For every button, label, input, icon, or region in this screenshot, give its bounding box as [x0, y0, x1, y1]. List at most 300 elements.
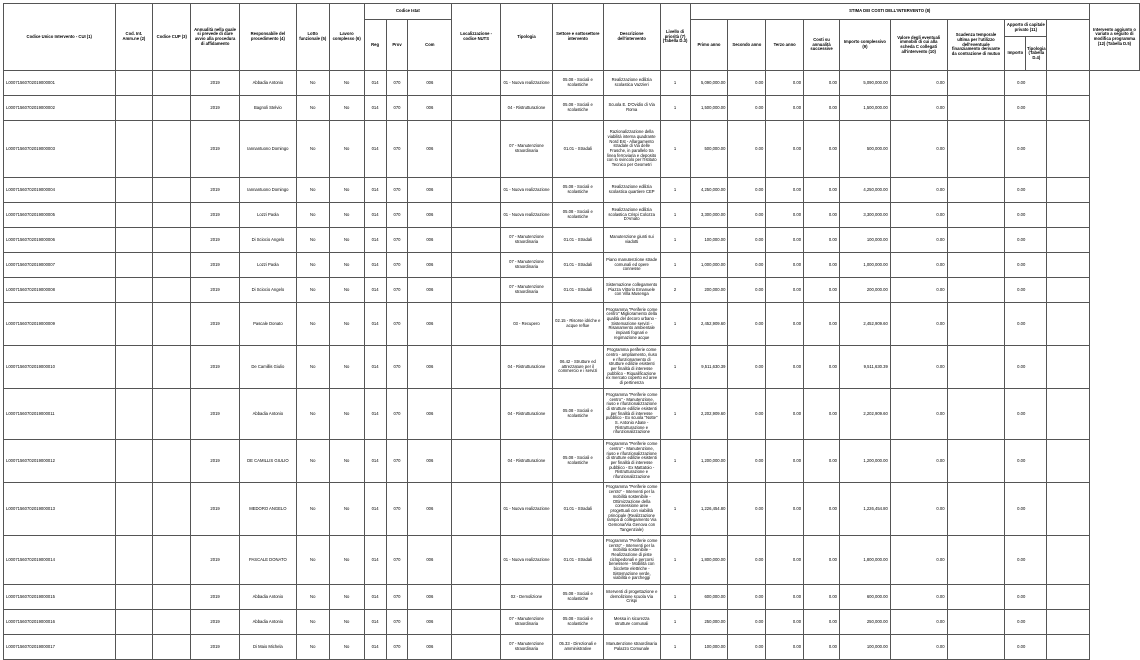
header-tipologia-d4: Tipologia (Tabella D.4) — [1027, 45, 1046, 61]
cell-apporto-importo: 0.00 — [1017, 286, 1026, 292]
header-cod-int-amm: Cod. Int. Amm.ne (2) — [115, 4, 153, 71]
table-row — [4, 178, 1140, 203]
table-row — [4, 96, 1140, 121]
cell-primo-anno: 1,000,000.00 — [690, 253, 728, 278]
table-row — [4, 228, 1140, 253]
cell-cui: L00071560702019000007 — [4, 253, 116, 278]
cell-prov: 070 — [386, 71, 408, 96]
cell-intervento-aggiunto — [1047, 203, 1090, 228]
cell-annualita: 2019 — [191, 536, 240, 585]
header-annualita: Annualità nella quale si prevede di dare avvio alla procedura di affidamento — [191, 4, 240, 71]
cell-settore: 05.08 - Sociali e scolastiche — [552, 71, 603, 96]
cell-intervento-aggiunto — [1047, 228, 1090, 253]
cell-valore-immobili: 0.00 — [890, 121, 947, 178]
cell-importo-complessivo: 4,250,000.00 — [840, 178, 891, 203]
cell-cup — [153, 96, 191, 121]
cell-reg: 014 — [364, 389, 386, 440]
cell-costi-successive: 0.00 — [804, 536, 840, 585]
cell-importo-complessivo: 200,000.00 — [840, 278, 891, 303]
cell-prov: 070 — [386, 389, 408, 440]
cell-tipologia: 04 - Ristrutturazione — [501, 346, 553, 389]
cell-lavoro: No — [329, 585, 364, 610]
cell-lotto: No — [296, 303, 329, 346]
cell-scadenza — [947, 635, 1005, 660]
cell-primo-anno: 250,000.00 — [690, 610, 728, 635]
cell-livello: 1 — [660, 440, 690, 483]
cell-secondo-anno: 0.00 — [728, 536, 766, 585]
cell-reg: 014 — [364, 121, 386, 178]
cell-cup — [153, 483, 191, 536]
cell-cui: L00071560702019000001 — [4, 71, 116, 96]
cell-valore-immobili: 0.00 — [890, 440, 947, 483]
header-descrizione: Descrizione dell'intervento — [603, 4, 660, 71]
cell-terzo-anno: 0.00 — [766, 203, 804, 228]
table-row — [4, 635, 1140, 660]
cell-descrizione: Programma "Periferie come centro" - Interventi per la mobilità sostenibile - Ottimizzazione della connessione aree progettuali con viabilità principale (Realizzazione rampa di collegamento Via Gemona/Via Genova con Tangenziale) — [603, 483, 660, 536]
cell-terzo-anno: 0.00 — [766, 253, 804, 278]
cell-intervento-aggiunto — [1047, 440, 1090, 483]
cell-com: 006 — [408, 253, 452, 278]
cell-costi-successive: 0.00 — [804, 389, 840, 440]
cell-valore-immobili: 0.00 — [890, 178, 947, 203]
cell-reg: 014 — [364, 483, 386, 536]
cell-prov: 070 — [386, 178, 408, 203]
cell-importo-complessivo: 250,000.00 — [840, 610, 891, 635]
cell-descrizione: Messa in sicurezza strutture comunali — [603, 610, 660, 635]
cell-responsabile: Di Sciocio Angelo — [239, 278, 296, 303]
cell-cod-int — [115, 71, 153, 96]
cell-prov: 070 — [386, 440, 408, 483]
cell-reg: 014 — [364, 278, 386, 303]
cell-apporto-importo: 0.00 — [1017, 261, 1026, 267]
cell-descrizione: Manutenzione straordinaria Palazzo Comunale — [603, 635, 660, 660]
cell-intervento-aggiunto — [1047, 178, 1090, 203]
cell-livello: 1 — [660, 389, 690, 440]
cell-settore: 05.33 - Direzionali e amministrative — [552, 635, 603, 660]
cell-lotto: No — [296, 203, 329, 228]
cell-tipologia: 07 - Manutenzione straordinaria — [501, 253, 553, 278]
cell-costi-successive: 0.00 — [804, 483, 840, 536]
cell-livello: 1 — [660, 178, 690, 203]
cell-secondo-anno: 0.00 — [728, 71, 766, 96]
cell-scadenza — [947, 536, 1005, 585]
cell-settore: 06.42 - Strutture ed attrezzature per il commercio e i servizi — [552, 346, 603, 389]
cell-terzo-anno: 0.00 — [766, 228, 804, 253]
cell-cod-int — [115, 346, 153, 389]
cell-livello: 1 — [660, 303, 690, 346]
cell-lavoro: No — [329, 303, 364, 346]
cell-cup — [153, 635, 191, 660]
cell-tipologia: 01 - Nuova realizzazione — [501, 203, 553, 228]
cell-descrizione: Programma "Periferie come centro" - Manutenzione, riuso e rifunzionalizzazione di strutture edilizie esistenti per finalità di interesse pubblico - Ex Mattatoio - Ristrutturazione e rifunzionalizzazione — [603, 440, 660, 483]
cell-costi-successive: 0.00 — [804, 440, 840, 483]
cell-secondo-anno: 0.00 — [728, 96, 766, 121]
cell-terzo-anno: 0.00 — [766, 610, 804, 635]
cell-reg: 014 — [364, 346, 386, 389]
cell-primo-anno: 2,202,909.60 — [690, 389, 728, 440]
cell-com: 006 — [408, 389, 452, 440]
cell-scadenza — [947, 483, 1005, 536]
cell-cod-int — [115, 96, 153, 121]
cell-annualita: 2019 — [191, 440, 240, 483]
cell-lotto: No — [296, 635, 329, 660]
cell-primo-anno: 9,511,630.39 — [690, 346, 728, 389]
cell-responsabile: Pascale Donato — [239, 303, 296, 346]
cell-com: 006 — [408, 278, 452, 303]
table-row — [4, 346, 1140, 389]
cell-intervento-aggiunto — [1047, 278, 1090, 303]
cell-primo-anno: 2,452,909.60 — [690, 303, 728, 346]
cell-settore: 05.08 - Sociali e scolastiche — [552, 96, 603, 121]
cell-lavoro: No — [329, 121, 364, 178]
cell-nuts — [452, 278, 501, 303]
cell-lavoro: No — [329, 228, 364, 253]
cell-tipologia: 03 - Recupero — [501, 303, 553, 346]
cell-prov: 070 — [386, 483, 408, 536]
cell-responsabile: Abbadia Antonio — [239, 71, 296, 96]
cell-cup — [153, 178, 191, 203]
cell-tipologia: 01 - Nuova realizzazione — [501, 536, 553, 585]
cell-primo-anno: 1,500,000.00 — [690, 96, 728, 121]
cell-valore-immobili: 0.00 — [890, 346, 947, 389]
cell-prov: 070 — [386, 536, 408, 585]
cell-primo-anno: 1,200,000.00 — [690, 440, 728, 483]
header-primo-anno: Primo anno — [690, 20, 728, 71]
cell-apporto — [1005, 635, 1047, 660]
cell-apporto-importo: 0.00 — [1017, 410, 1026, 416]
cell-scadenza — [947, 121, 1005, 178]
cell-cod-int — [115, 635, 153, 660]
cell-scadenza — [947, 96, 1005, 121]
cell-cod-int — [115, 303, 153, 346]
cell-apporto — [1005, 278, 1047, 303]
cell-intervento-aggiunto — [1047, 585, 1090, 610]
cell-secondo-anno: 0.00 — [728, 635, 766, 660]
cell-apporto — [1005, 121, 1047, 178]
cell-cod-int — [115, 178, 153, 203]
cell-cup — [153, 585, 191, 610]
cell-intervento-aggiunto — [1047, 71, 1090, 96]
cell-secondo-anno: 0.00 — [728, 346, 766, 389]
cell-livello: 1 — [660, 536, 690, 585]
cell-settore: 01.01 - Stradali — [552, 253, 603, 278]
cell-primo-anno: 100,000.00 — [690, 228, 728, 253]
cell-secondo-anno: 0.00 — [728, 178, 766, 203]
header-lotto: Lotto funzionale (5) — [296, 4, 329, 71]
interventions-table — [3, 3, 1140, 660]
cell-livello: 1 — [660, 635, 690, 660]
cell-com: 006 — [408, 71, 452, 96]
cell-responsabile: MEDORO ANGELO — [239, 483, 296, 536]
cell-annualita: 2019 — [191, 610, 240, 635]
cell-apporto — [1005, 71, 1047, 96]
cell-descrizione: Razionalizzazione della viabilità interna quadrante Nord Est - Allargamento stradale di Via delle Frasche, in parallelo tra linea ferroviaria e deposito con lo svincolo per l'Istituto Tecnico per Geometri — [603, 121, 660, 178]
cell-costi-successive: 0.00 — [804, 228, 840, 253]
cell-nuts — [452, 203, 501, 228]
cell-lavoro: No — [329, 278, 364, 303]
cell-responsabile: De Camillis Giulio — [239, 346, 296, 389]
cell-lavoro: No — [329, 253, 364, 278]
header-scadenza: Scadenza temporale ultima per l'utilizzo dell'eventuale finanziamento derivante da contrazione di mutuo — [947, 20, 1005, 71]
cell-cod-int — [115, 203, 153, 228]
table-row — [4, 203, 1140, 228]
header-secondo-anno: Secondo anno — [728, 20, 766, 71]
cell-responsabile: Bagnoli Stelvio — [239, 96, 296, 121]
cell-reg: 014 — [364, 71, 386, 96]
cell-apporto-importo: 0.00 — [1017, 236, 1026, 242]
cell-responsabile: Di Maio Michela — [239, 635, 296, 660]
cell-settore: 01.01 - Stradali — [552, 483, 603, 536]
cell-lotto: No — [296, 610, 329, 635]
cell-scadenza — [947, 71, 1005, 96]
cell-annualita: 2019 — [191, 71, 240, 96]
cell-cui: L00071560702019000004 — [4, 178, 116, 203]
cell-apporto — [1005, 303, 1047, 346]
cell-tipologia: 01 - Nuova realizzazione — [501, 483, 553, 536]
cell-cod-int — [115, 610, 153, 635]
cell-livello: 1 — [660, 253, 690, 278]
cell-costi-successive: 0.00 — [804, 346, 840, 389]
cell-terzo-anno: 0.00 — [766, 178, 804, 203]
cell-reg: 014 — [364, 253, 386, 278]
cell-apporto — [1005, 253, 1047, 278]
cell-apporto — [1005, 346, 1047, 389]
cell-terzo-anno: 0.00 — [766, 635, 804, 660]
cell-reg: 014 — [364, 585, 386, 610]
header-settore: Settore e sottosettore intervento — [552, 4, 603, 71]
cell-lotto: No — [296, 253, 329, 278]
cell-apporto — [1005, 228, 1047, 253]
header-valore-immobili: Valore degli eventuali immobili di cui alla scheda C collegati all'intervento (10) — [890, 20, 947, 71]
table-row — [4, 610, 1140, 635]
cell-apporto — [1005, 96, 1047, 121]
cell-settore: 05.08 - Sociali e scolastiche — [552, 610, 603, 635]
header-livello: Livello di priorità (7) (Tabella D.3) — [660, 4, 690, 71]
cell-tipologia: 01 - Nuova realizzazione — [501, 71, 553, 96]
cell-apporto — [1005, 440, 1047, 483]
cell-tipologia: 07 - Manutenzione straordinaria — [501, 228, 553, 253]
cell-costi-successive: 0.00 — [804, 610, 840, 635]
cell-settore: 05.08 - Sociali e scolastiche — [552, 440, 603, 483]
cell-apporto-importo: 0.00 — [1017, 556, 1026, 562]
cell-importo-complessivo: 1,800,000.00 — [840, 536, 891, 585]
header-cup: Codice CUP (3) — [153, 4, 191, 71]
cell-descrizione: Manutenzione giunti sui viadotti — [603, 228, 660, 253]
cell-intervento-aggiunto — [1047, 536, 1090, 585]
table-row — [4, 303, 1140, 346]
cell-apporto-importo: 0.00 — [1017, 145, 1026, 151]
header-apporto — [1005, 20, 1047, 71]
cell-cup — [153, 71, 191, 96]
cell-scadenza — [947, 303, 1005, 346]
cell-terzo-anno: 0.00 — [766, 121, 804, 178]
cell-prov: 070 — [386, 346, 408, 389]
cell-responsabile: Iannantuono Domingo — [239, 121, 296, 178]
cell-responsabile: Lozzi Paola — [239, 203, 296, 228]
cell-costi-successive: 0.00 — [804, 253, 840, 278]
cell-nuts — [452, 228, 501, 253]
cell-settore: 01.01 - Stradali — [552, 536, 603, 585]
cell-valore-immobili: 0.00 — [890, 253, 947, 278]
cell-apporto — [1005, 585, 1047, 610]
cell-livello: 1 — [660, 346, 690, 389]
cell-responsabile: Iannantuono Domingo — [239, 178, 296, 203]
cell-annualita: 2019 — [191, 253, 240, 278]
header-stima: STIMA DEI COSTI DELL'INTERVENTO (8) — [690, 4, 1089, 20]
cell-lotto: No — [296, 346, 329, 389]
cell-com: 006 — [408, 96, 452, 121]
cell-settore: 05.08 - Sociali e scolastiche — [552, 178, 603, 203]
cell-importo-complessivo: 500,000.00 — [840, 121, 891, 178]
cell-lotto: No — [296, 178, 329, 203]
cell-importo-complessivo: 3,300,000.00 — [840, 203, 891, 228]
cell-cui: L00071560702019000014 — [4, 536, 116, 585]
cell-apporto-importo: 0.00 — [1017, 320, 1026, 326]
cell-com: 006 — [408, 440, 452, 483]
cell-annualita: 2019 — [191, 228, 240, 253]
cell-secondo-anno: 0.00 — [728, 585, 766, 610]
header-importo-complessivo: Importo complessivo (9) — [840, 20, 891, 71]
cell-lavoro: No — [329, 536, 364, 585]
cell-secondo-anno: 0.00 — [728, 228, 766, 253]
cell-primo-anno: 1,226,454.80 — [690, 483, 728, 536]
cell-costi-successive: 0.00 — [804, 71, 840, 96]
cell-intervento-aggiunto — [1047, 303, 1090, 346]
cell-prov: 070 — [386, 303, 408, 346]
cell-settore: 01.01 - Stradali — [552, 278, 603, 303]
cell-cui: L00071560702019000016 — [4, 610, 116, 635]
cell-com: 006 — [408, 303, 452, 346]
cell-cui: L00071560702019000003 — [4, 121, 116, 178]
cell-lavoro: No — [329, 203, 364, 228]
cell-annualita: 2019 — [191, 389, 240, 440]
table-row — [4, 536, 1140, 585]
cell-nuts — [452, 440, 501, 483]
cell-annualita: 2019 — [191, 203, 240, 228]
cell-intervento-aggiunto — [1047, 346, 1090, 389]
cell-primo-anno: 5,090,000.00 — [690, 71, 728, 96]
cell-livello: 2 — [660, 278, 690, 303]
cell-cui: L00071560702019000009 — [4, 303, 116, 346]
cell-responsabile: PASCALE DONATO — [239, 536, 296, 585]
header-importo: Importo — [1005, 37, 1026, 70]
cell-intervento-aggiunto — [1047, 610, 1090, 635]
cell-annualita: 2019 — [191, 346, 240, 389]
cell-nuts — [452, 635, 501, 660]
cell-scadenza — [947, 178, 1005, 203]
cell-nuts — [452, 346, 501, 389]
cell-valore-immobili: 0.00 — [890, 303, 947, 346]
cell-livello: 1 — [660, 121, 690, 178]
cell-cui: L00071560702019000017 — [4, 635, 116, 660]
cell-apporto-importo: 0.00 — [1017, 457, 1026, 463]
cell-lavoro: No — [329, 610, 364, 635]
cell-terzo-anno: 0.00 — [766, 346, 804, 389]
cell-cod-int — [115, 228, 153, 253]
cell-nuts — [452, 71, 501, 96]
cell-importo-complessivo: 9,511,630.39 — [840, 346, 891, 389]
cell-annualita: 2019 — [191, 585, 240, 610]
cell-lavoro: No — [329, 483, 364, 536]
cell-intervento-aggiunto — [1047, 389, 1090, 440]
cell-importo-complessivo: 100,000.00 — [840, 635, 891, 660]
cell-responsabile: Abbadia Antonio — [239, 585, 296, 610]
cell-cod-int — [115, 440, 153, 483]
cell-terzo-anno: 0.00 — [766, 483, 804, 536]
cell-cui: L00071560702019000006 — [4, 228, 116, 253]
cell-annualita: 2019 — [191, 303, 240, 346]
cell-tipologia: 07 - Manutenzione straordinaria — [501, 610, 553, 635]
cell-reg: 014 — [364, 178, 386, 203]
cell-responsabile: DE CAMILLIS GIULIO — [239, 440, 296, 483]
cell-reg: 014 — [364, 303, 386, 346]
cell-tipologia: 02 - Demolizione — [501, 585, 553, 610]
cell-costi-successive: 0.00 — [804, 585, 840, 610]
cell-tipologia: 04 - Ristrutturazione — [501, 440, 553, 483]
cell-valore-immobili: 0.00 — [890, 610, 947, 635]
cell-nuts — [452, 610, 501, 635]
cell-secondo-anno: 0.00 — [728, 278, 766, 303]
cell-descrizione: Programma "Periferie come centro" - Interventi per la mobilità sostenibile - Realizzazione di piste ciclopedonali e percorsi benessere - Mobilità con bicclette elettriche - Sistemazione verde, viabilità e parcheggi — [603, 536, 660, 585]
cell-nuts — [452, 96, 501, 121]
cell-cup — [153, 346, 191, 389]
table-row — [4, 278, 1140, 303]
cell-apporto — [1005, 389, 1047, 440]
cell-cod-int — [115, 278, 153, 303]
cell-cup — [153, 228, 191, 253]
cell-apporto-importo: 0.00 — [1017, 186, 1026, 192]
cell-apporto — [1005, 536, 1047, 585]
header-apporto-label: Apporto di capitale privato (11) — [1005, 20, 1046, 37]
table-row — [4, 483, 1140, 536]
table-row — [4, 440, 1140, 483]
table-row — [4, 253, 1140, 278]
cell-lavoro: No — [329, 178, 364, 203]
cell-terzo-anno: 0.00 — [766, 440, 804, 483]
cell-lavoro: No — [329, 96, 364, 121]
cell-prov: 070 — [386, 635, 408, 660]
cell-cup — [153, 278, 191, 303]
cell-scadenza — [947, 203, 1005, 228]
cell-valore-immobili: 0.00 — [890, 228, 947, 253]
cell-scadenza — [947, 440, 1005, 483]
cell-valore-immobili: 0.00 — [890, 278, 947, 303]
cell-costi-successive: 0.00 — [804, 278, 840, 303]
header-codice-istat: Codice Istat — [364, 4, 452, 20]
cell-cup — [153, 536, 191, 585]
cell-secondo-anno: 0.00 — [728, 303, 766, 346]
cell-cui: L00071560702019000015 — [4, 585, 116, 610]
header-intervento-aggiunto: Intervento aggiunto o variato a seguito di modifica programma (12) (Tabella D.5) — [1089, 4, 1139, 71]
cell-cup — [153, 610, 191, 635]
cell-livello: 1 — [660, 483, 690, 536]
cell-cup — [153, 389, 191, 440]
cell-livello: 1 — [660, 96, 690, 121]
cell-settore: 05.08 - Sociali e scolastiche — [552, 585, 603, 610]
cell-cui: L00071560702019000008 — [4, 278, 116, 303]
cell-annualita: 2019 — [191, 96, 240, 121]
cell-prov: 070 — [386, 203, 408, 228]
cell-settore: 02.15 - Risorse idriche e acque reflue — [552, 303, 603, 346]
header-costi-annualita: Costi su annualità successive — [804, 20, 840, 71]
cell-com: 006 — [408, 635, 452, 660]
cell-lotto: No — [296, 483, 329, 536]
cell-livello: 1 — [660, 203, 690, 228]
cell-settore: 05.08 - Sociali e scolastiche — [552, 389, 603, 440]
cell-apporto — [1005, 178, 1047, 203]
cell-costi-successive: 0.00 — [804, 203, 840, 228]
cell-annualita: 2019 — [191, 483, 240, 536]
